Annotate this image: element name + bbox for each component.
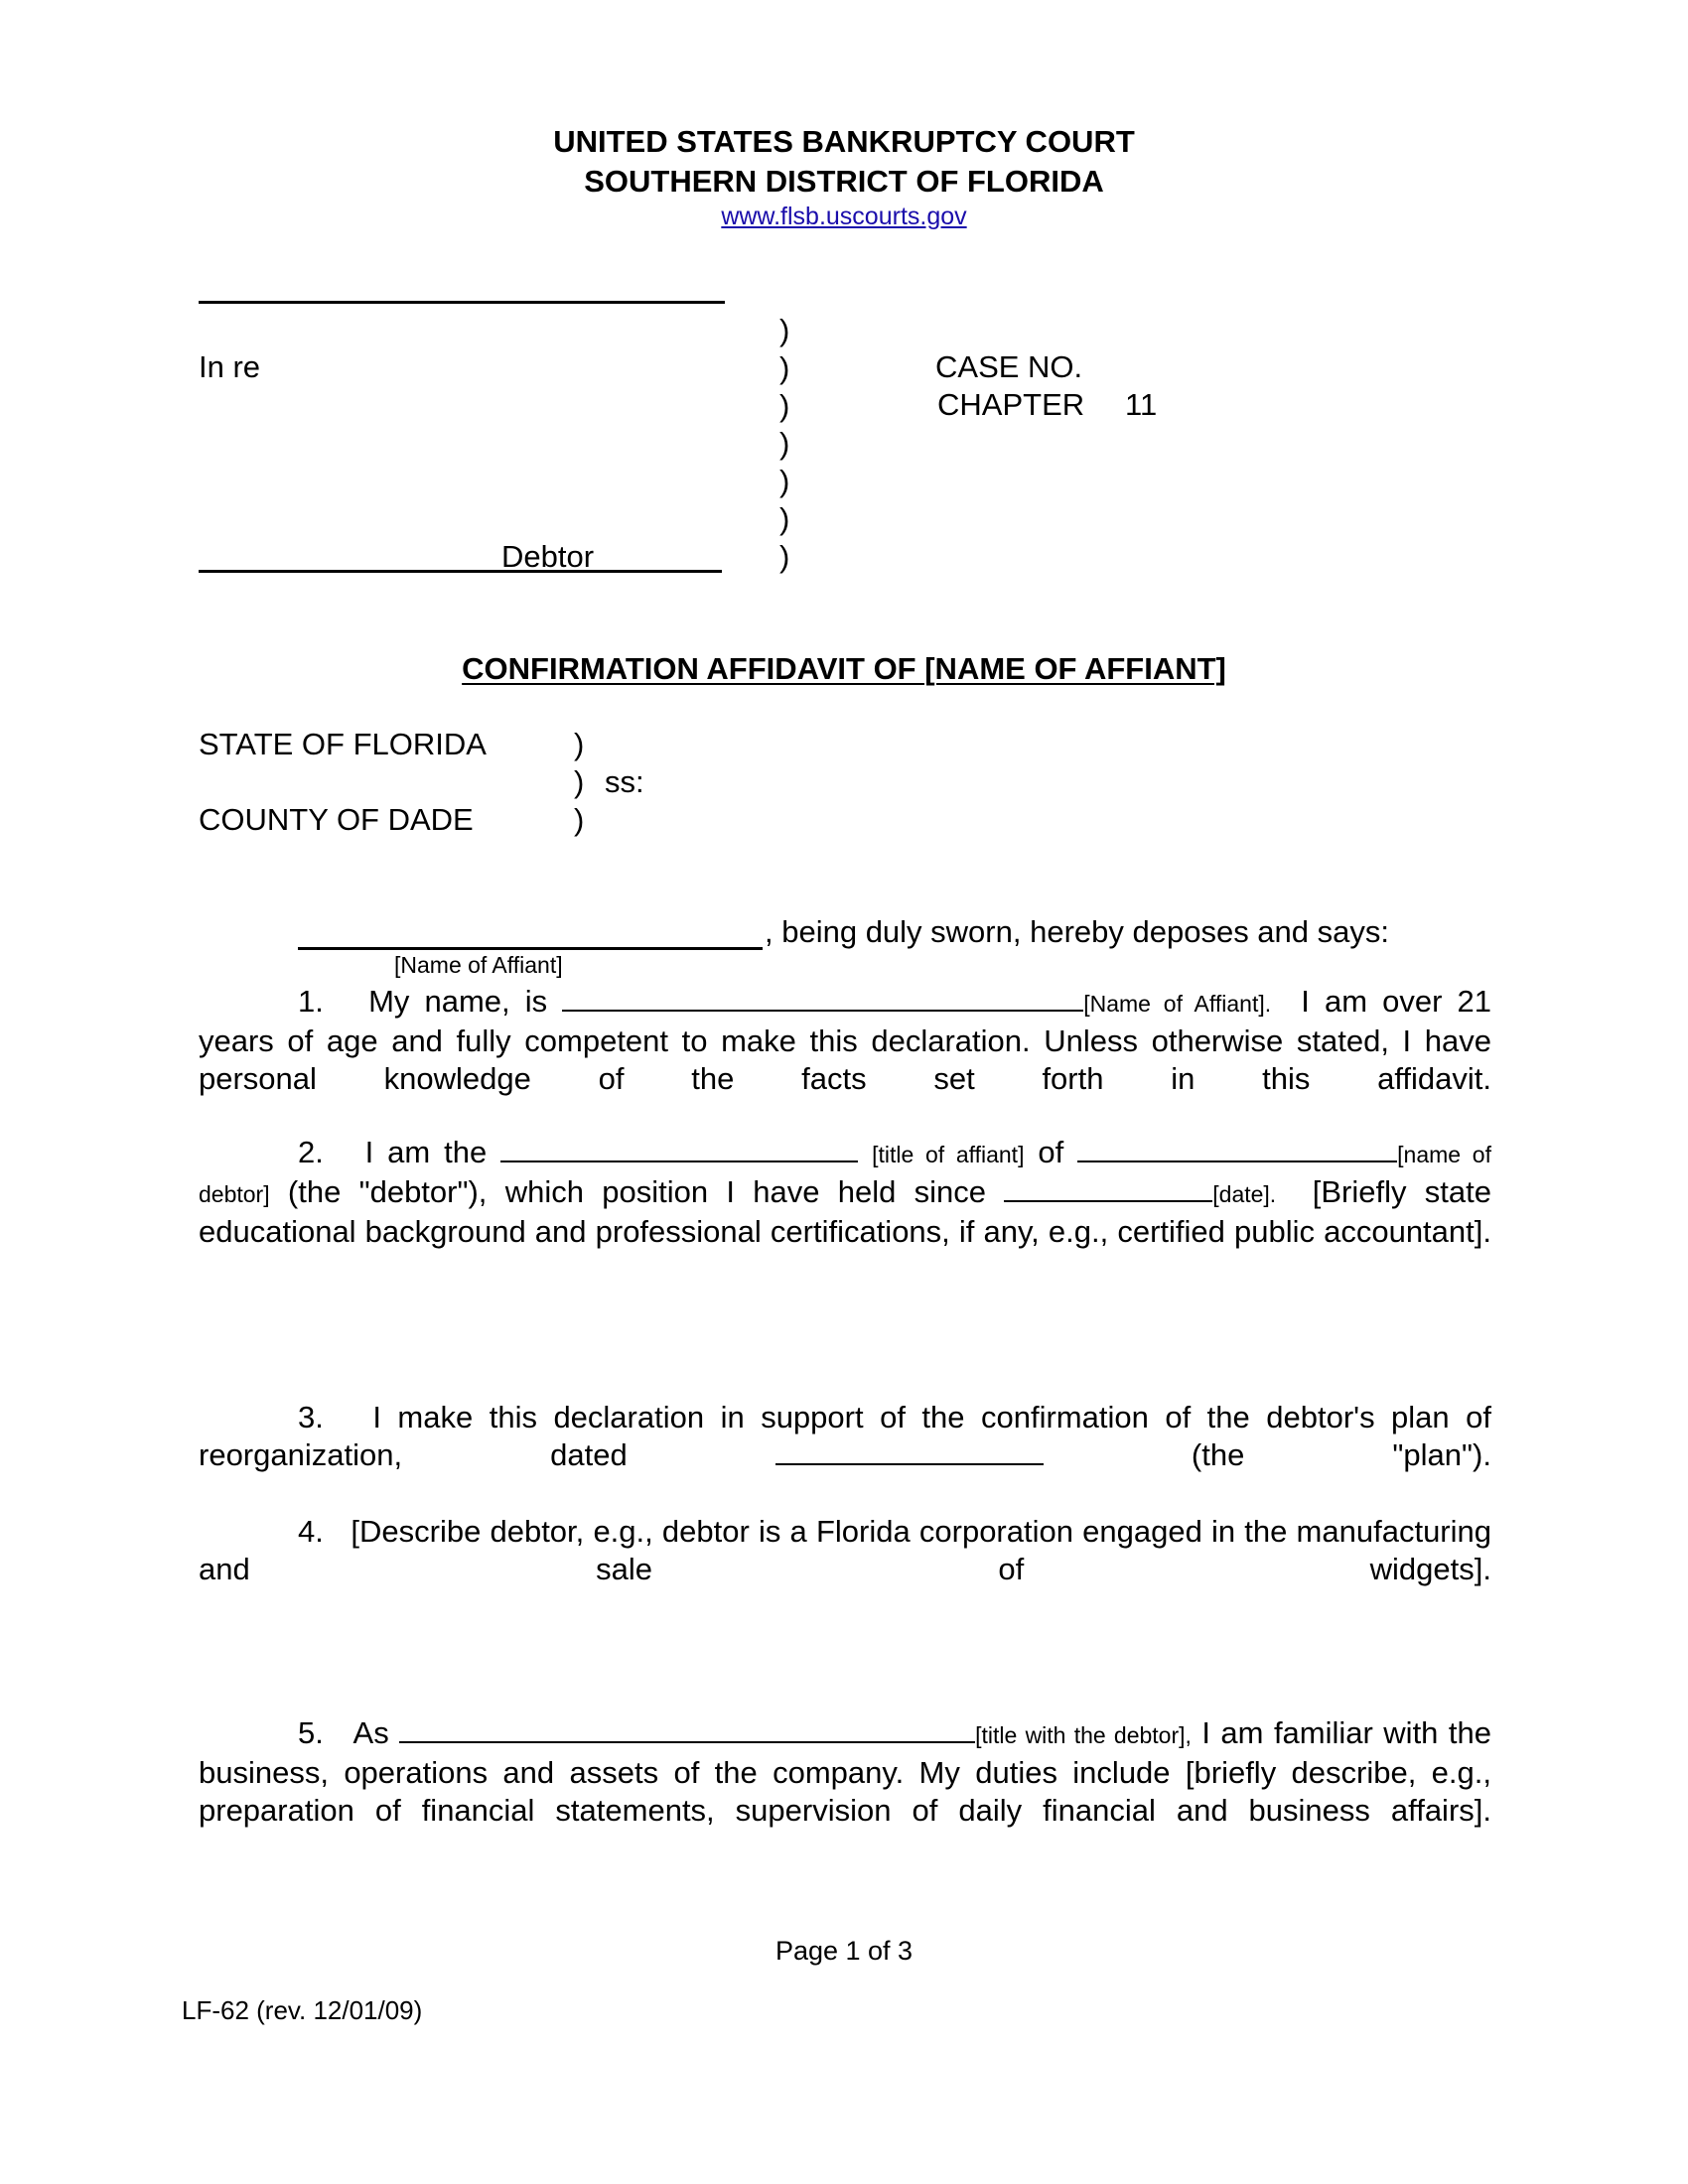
p2-note-title: [title of affiant] (872, 1142, 1025, 1167)
in-re-label: In re (199, 349, 261, 384)
p2-text-a: I am the (364, 1135, 488, 1169)
p5-text-b: I am familiar with the business, operations and assets of the company. My duties include [briefly describe, e.g., preparation of financial statements, supervision of daily financial and business affairs]. (199, 1715, 1491, 1828)
p2-note-debtor: [name of debtor] (199, 1142, 1491, 1207)
p5-note: [title with the debtor], (975, 1722, 1192, 1748)
intro-text: , being duly sworn, hereby deposes and says: (765, 914, 1389, 949)
p2-date-blank (1004, 1173, 1212, 1202)
debtor-label: Debtor (501, 539, 595, 574)
caption-paren: ) (779, 388, 790, 423)
p5-text-a: As (352, 1715, 389, 1750)
caption-paren: ) (779, 350, 790, 385)
chapter-number: 11 (1125, 387, 1158, 422)
p1-number: 1. (298, 984, 324, 1019)
affiant-name-line (298, 947, 763, 950)
p1-text-a: My name, is (368, 984, 548, 1019)
venue-ss: ss: (605, 764, 644, 799)
affiant-name-caption: [Name of Affiant] (394, 952, 563, 978)
p2-number: 2. (298, 1135, 324, 1169)
debtor-name-line-bottom (199, 570, 722, 573)
p1-text-b: I am over 21 years of age and fully competent to make this declaration. Unless otherwise stated, I have personal knowledge of the facts set forth in this affidavit. (199, 984, 1491, 1096)
caption-paren: ) (779, 501, 790, 536)
district-name: SOUTHERN DISTRICT OF FLORIDA (584, 164, 1104, 199)
p5-title-blank (399, 1714, 975, 1743)
p5-number: 5. (298, 1715, 324, 1750)
p4-text-a: [Describe debtor, e.g., debtor is a Florida corporation engaged in the manufacturing and sale of widgets]. (199, 1514, 1491, 1586)
p1-name-blank (562, 983, 1083, 1012)
caption-paren: ) (779, 426, 790, 461)
p2-text-b: of (1038, 1135, 1064, 1169)
p3-number: 3. (298, 1400, 324, 1434)
paragraph-3 (199, 1399, 1491, 1474)
form-id: LF-62 (rev. 12/01/09) (182, 1995, 423, 2025)
p3-text-a: I make this declaration in support of the confirmation of the debtor's plan of reorganization, dated (199, 1400, 1491, 1472)
p1-note: [Name of Affiant]. (1083, 991, 1272, 1017)
caption-paren: ) (779, 539, 790, 574)
document-title (0, 651, 1688, 687)
paragraph-4 (199, 1513, 1491, 1588)
venue-paren: ) (574, 802, 585, 837)
p2-text-d: [Briefly state educational background and professional certifications, if any, e.g., certified public accountant]. (199, 1174, 1491, 1249)
venue-state: STATE OF FLORIDA (199, 727, 487, 761)
venue-county: COUNTY OF DADE (199, 802, 474, 837)
p3-text-b: (the "plan"). (1191, 1437, 1491, 1472)
document-title-text: CONFIRMATION AFFIDAVIT OF [NAME OF AFFIANT] (462, 651, 1226, 686)
court-name: UNITED STATES BANKRUPTCY COURT (553, 124, 1135, 159)
caption-paren: ) (779, 464, 790, 498)
debtor-name-line-top (199, 301, 725, 304)
court-website-link[interactable]: www.flsb.uscourts.gov (721, 203, 967, 230)
p2-note-date: [date]. (1212, 1181, 1277, 1207)
p3-date-blank (775, 1436, 1044, 1465)
page-number: Page 1 of 3 (774, 1936, 914, 1966)
p2-title-blank (500, 1134, 858, 1162)
p2-text-c: (the "debtor"), which position I have held since (287, 1174, 986, 1209)
paragraph-2 (199, 1134, 1491, 1251)
chapter-label: CHAPTER (937, 387, 1085, 422)
paragraph-5 (199, 1714, 1491, 1830)
caption-paren: ) (779, 313, 790, 347)
p2-debtor-blank (1077, 1134, 1397, 1162)
case-no-label: CASE NO. (935, 349, 1083, 384)
paragraph-1 (199, 983, 1491, 1098)
venue-paren: ) (574, 727, 585, 761)
p4-number: 4. (298, 1514, 324, 1549)
venue-paren: ) (574, 764, 585, 799)
